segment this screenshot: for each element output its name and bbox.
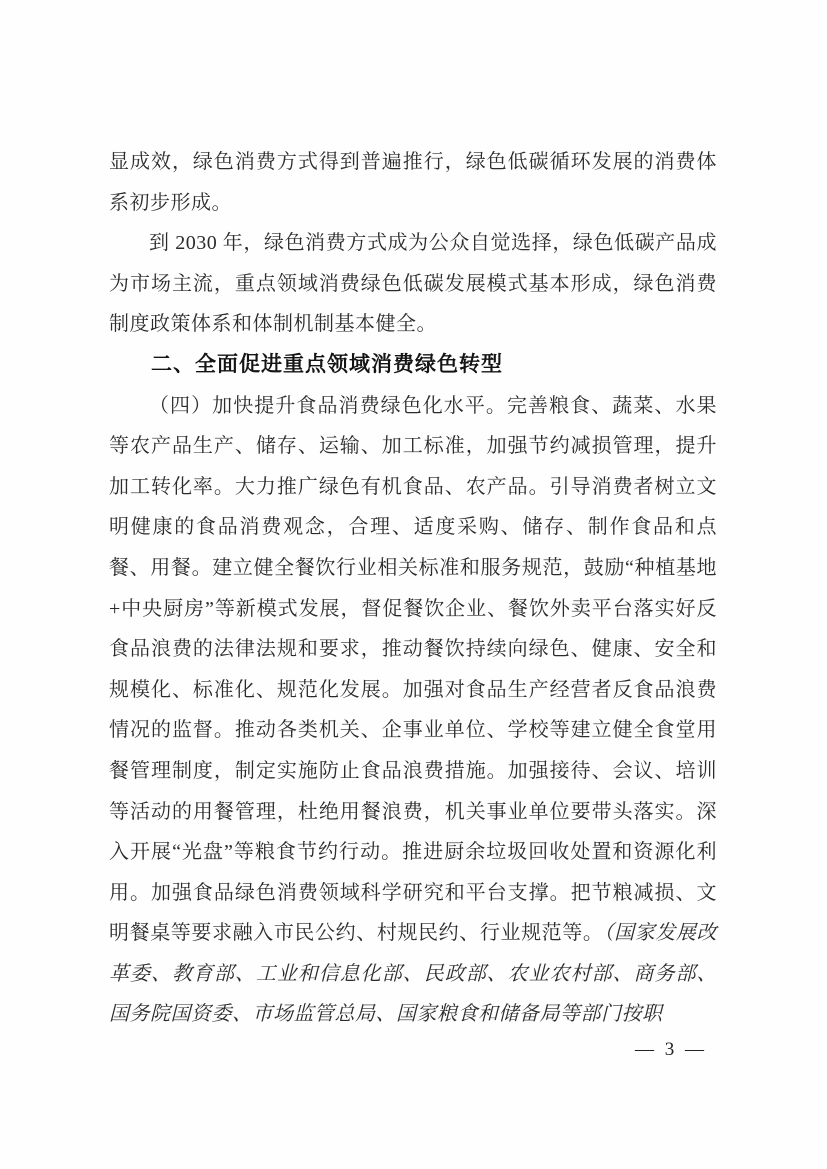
responsible-departments-annotation: （国家发展改革委、教育部、工业和信息化部、民政部、农业农村部、商务部、国务院国资委、市场监管总局、国家粮食和储备局等部门按职 — [109, 922, 718, 1026]
paragraph-goal-2025-continued: 显成效，绿色消费方式得到普遍推行，绿色低碳循环发展的消费体系初步形成。 — [109, 151, 717, 214]
paragraph-food-consumption-text: （四）加快提升食品消费绿色化水平。完善粮食、蔬菜、水果等农产品生产、储存、运输、加工标准，加强节约减损管理，提升加工转化率。大力推广绿色有机食品、农产品。引导消费者树立文明健康的食品消费观念，合理、适度采购、储存、制作食品和点餐、用餐。建立健全餐饮行业相关标准和服务规范，鼓励“种植基地+中央厨房”等新模式发展，督促餐饮企业、餐饮外卖平台落实好反食品浪费的法律法规和要求，推动餐饮持续向绿色、健康、安全和规模化、标准化、规范化发展。加强对食品生产经营者反食品浪费情况的监督。推动各类机关、企事业单位、学校等建立健全食堂用餐管理制度，制定实施防止食品浪费措施。加强接待、会议、培训等活动的用餐管理，杜绝用餐浪费，机关事业单位要带头落实。深入开展“光盘”等粮食节约行动。推进厨余垃圾回收处置和资源化利用。加强食品绿色消费领域科学研究和平台支撑。把节粮减损、文明餐桌等要求融入市民公约、村规民约、行业规范等。 — [109, 394, 717, 945]
section-heading-two: 二、全面促进重点领域消费绿色转型 — [151, 352, 503, 376]
document-body — [109, 142, 717, 1035]
paragraph-food-consumption — [109, 386, 717, 1036]
paragraph-goal-2030: 到 2030 年，绿色消费方式成为公众自觉选择，绿色低碳产品成为市场主流，重点领域消费绿色低碳发展模式基本形成，绿色消费制度政策体系和体制机制基本健全。 — [109, 232, 717, 336]
page-number: — 3 — — [635, 1039, 707, 1060]
